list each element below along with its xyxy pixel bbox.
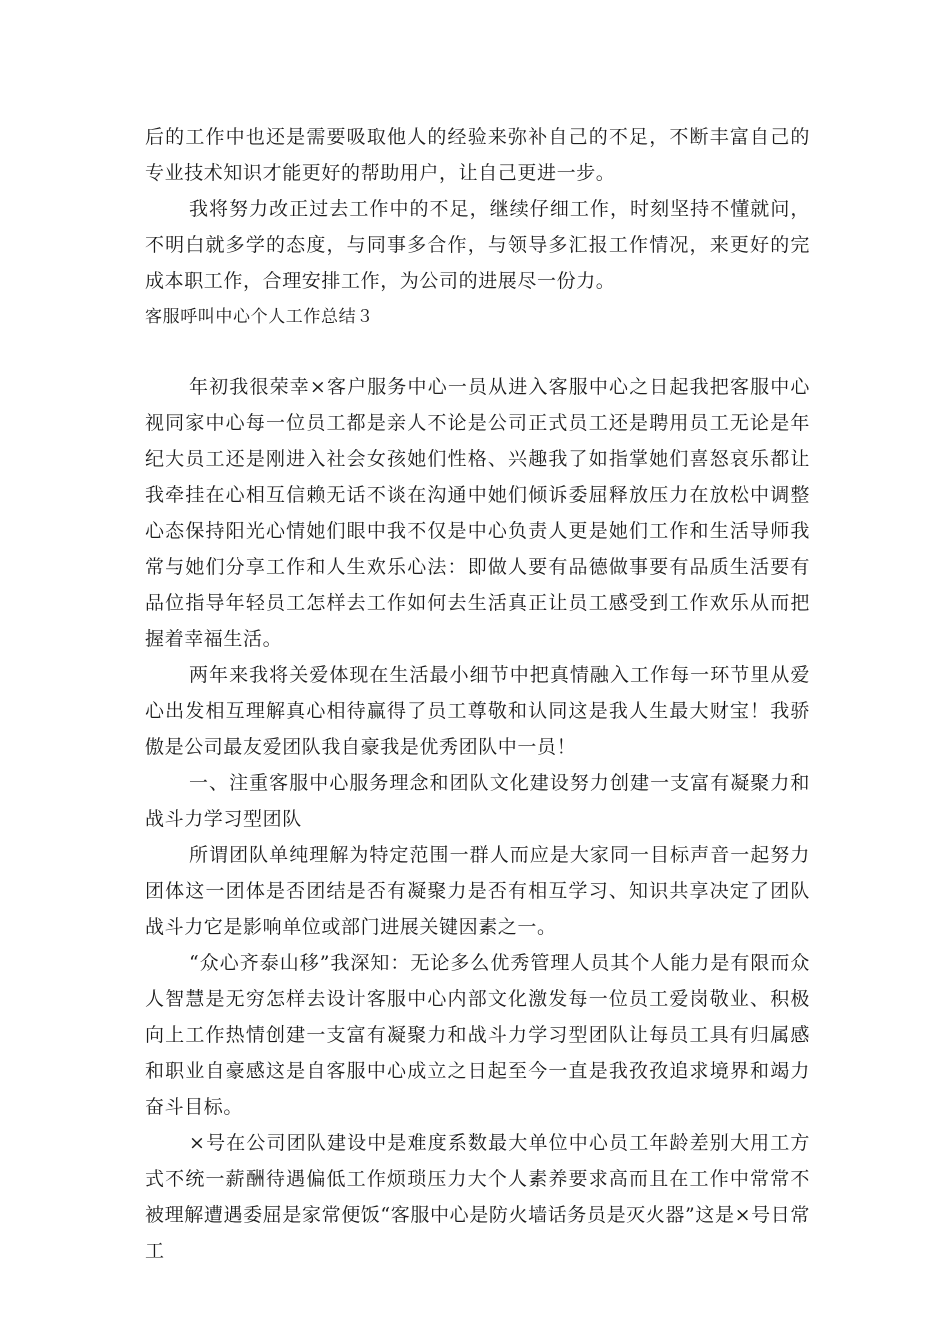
paragraph-improvement: 我将努力改正过去工作中的不足，继续仔细工作，时刻坚持不懂就问，不明白就多学的态度，与同事多合作，与领导多汇报工作情况，来更好的完成本职工作，合理安排工作，为公司的进展尽一份力。 (145, 198, 810, 292)
paragraph-intro: 年初我很荣幸×客户服务中心一员从进入客服中心之日起我把客服中心视同家中心每一位员工都是亲人不论是公司正式员工还是聘用员工无论是年纪大员工还是刚进入社会女孩她们性格、兴趣我了如指掌她们喜怒哀乐都让我牵挂在心相互信赖无话不谈在沟通中她们倾诉委屈释放压力在放松中调整心态保持阳光心情她们眼中我不仅是中心负责人更是她们工作和生活导师我常与她们分享工作和人生欢乐心法：即做人要有品德做事要有品质生活要有品位指导年轻员工怎样去工作如何去生活真正让员工感受到工作欢乐从而把握着幸福生活。 (145, 376, 810, 650)
paragraph-team-difficulty: ×号在公司团队建设中是难度系数最大单位中心员工年龄差别大用工方式不统一薪酬待遇偏低工作烦琐压力大个人素养要求高而且在工作中常常不被理解遭遇委屈是家常便饭“客服中心是防火墙话务员是灭火器”这是×号日常工 (145, 1132, 810, 1262)
paragraph-team-culture: “众心齐泰山移”我深知：无论多么优秀管理人员其个人能力是有限而众人智慧是无穷怎样去设计客服中心内部文化激发每一位员工爱岗敬业、积极向上工作热情创建一支富有凝聚力和战斗力学习型团队让每员工具有归属感和职业自豪感这是自客服中心成立之日起至今一直是我孜孜追求境界和竭力奋斗目标。 (145, 952, 810, 1118)
blank-line (145, 335, 810, 369)
paragraph-team-definition: 所谓团队单纯理解为特定范围一群人而应是大家同一目标声音一起努力团体这一团体是否团结是否有凝聚力是否有相互学习、知识共享决定了团队战斗力它是影响单位或部门进展关键因素之一。 (145, 844, 810, 938)
paragraph-continuation: 后的工作中也还是需要吸取他人的经验来弥补自己的不足，不断丰富自己的专业技术知识才能更好的帮助用户，让自己更进一步。 (145, 126, 810, 184)
paragraph-heading-one: 一、注重客服中心服务理念和团队文化建设努力创建一支富有凝聚力和战斗力学习型团队 (145, 772, 810, 830)
paragraph-two-years: 两年来我将关爱体现在生活最小细节中把真情融入工作每一环节里从爱心出发相互理解真心相待赢得了员工尊敬和认同这是我人生最大财宝！我骄傲是公司最友爱团队我自豪我是优秀团队中一员！ (145, 664, 810, 758)
document-page (145, 119, 810, 1269)
section-title: 客服呼叫中心个人工作总结３ (145, 307, 374, 327)
